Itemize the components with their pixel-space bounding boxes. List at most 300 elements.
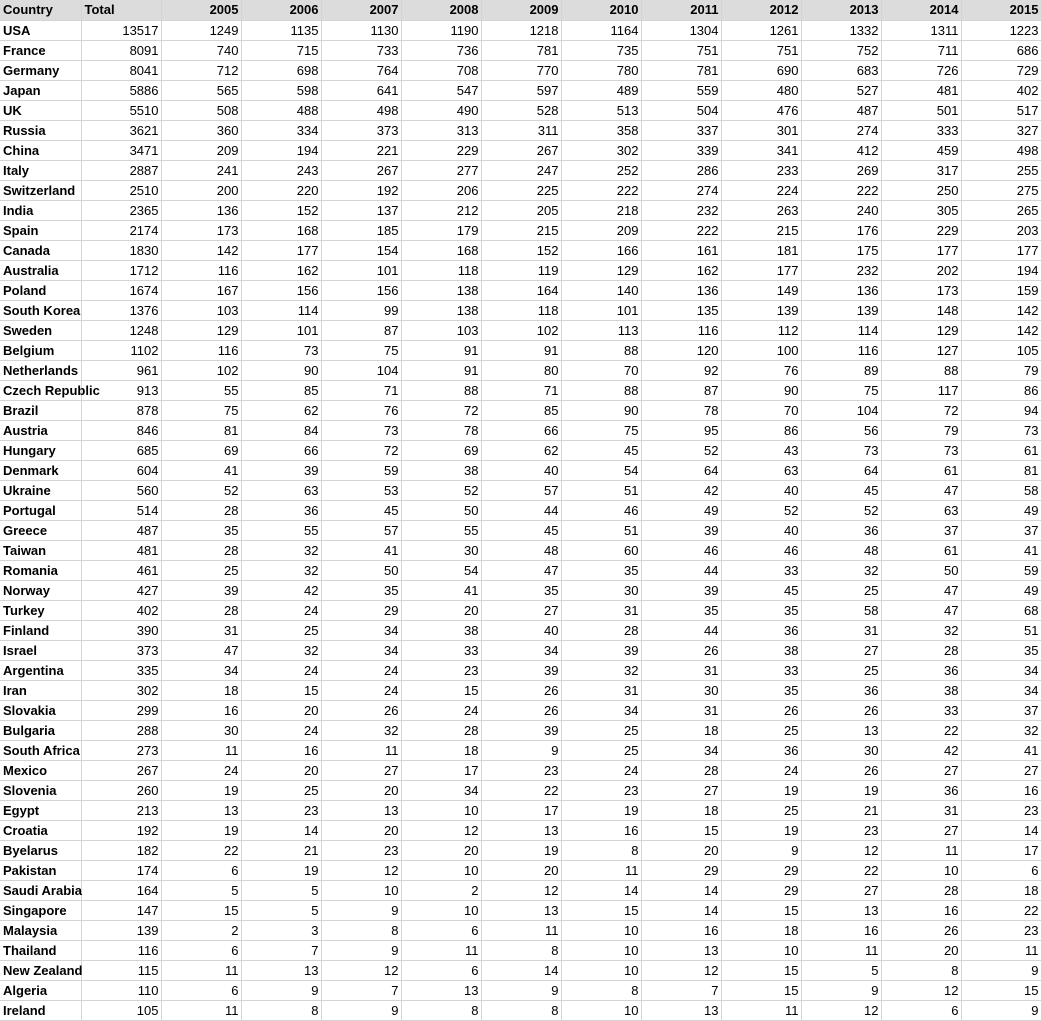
value-cell[interactable]: 53	[321, 481, 401, 501]
value-cell[interactable]: 119	[481, 261, 561, 281]
value-cell[interactable]: 136	[641, 281, 721, 301]
value-cell[interactable]: 63	[721, 461, 801, 481]
country-cell[interactable]: Hungary	[0, 441, 81, 461]
value-cell[interactable]: 229	[881, 221, 961, 241]
country-cell[interactable]: Japan	[0, 81, 81, 101]
value-cell[interactable]: 19	[721, 821, 801, 841]
value-cell[interactable]: 70	[721, 401, 801, 421]
column-header-year[interactable]: 2013	[801, 0, 881, 21]
country-cell[interactable]: Ireland	[0, 1001, 81, 1021]
value-cell[interactable]: 43	[721, 441, 801, 461]
value-cell[interactable]: 113	[561, 321, 641, 341]
value-cell[interactable]: 25	[801, 661, 881, 681]
value-cell[interactable]: 358	[561, 121, 641, 141]
value-cell[interactable]: 597	[481, 81, 561, 101]
value-cell[interactable]: 118	[401, 261, 481, 281]
value-cell[interactable]: 30	[561, 581, 641, 601]
value-cell[interactable]: 267	[481, 141, 561, 161]
column-header-year[interactable]: 2009	[481, 0, 561, 21]
value-cell[interactable]: 175	[801, 241, 881, 261]
value-cell[interactable]: 480	[721, 81, 801, 101]
value-cell[interactable]: 23	[961, 921, 1041, 941]
value-cell[interactable]: 28	[161, 501, 241, 521]
value-cell[interactable]: 33	[721, 661, 801, 681]
value-cell[interactable]: 23	[801, 821, 881, 841]
value-cell[interactable]: 50	[401, 501, 481, 521]
value-cell[interactable]: 8	[241, 1001, 321, 1021]
value-cell[interactable]: 313	[401, 121, 481, 141]
value-cell[interactable]: 11	[881, 841, 961, 861]
value-cell[interactable]: 16	[561, 821, 641, 841]
value-cell[interactable]: 66	[241, 441, 321, 461]
value-cell[interactable]: 21	[241, 841, 321, 861]
value-cell[interactable]: 250	[881, 181, 961, 201]
value-cell[interactable]: 34	[641, 741, 721, 761]
value-cell[interactable]: 116	[641, 321, 721, 341]
country-cell[interactable]: Byelarus	[0, 841, 81, 861]
value-cell[interactable]: 274	[801, 121, 881, 141]
value-cell[interactable]: 729	[961, 61, 1041, 81]
value-cell[interactable]: 35	[961, 641, 1041, 661]
country-cell[interactable]: Singapore	[0, 901, 81, 921]
value-cell[interactable]: 24	[401, 701, 481, 721]
value-cell[interactable]: 735	[561, 41, 641, 61]
value-cell[interactable]: 35	[321, 581, 401, 601]
value-cell[interactable]: 34	[161, 661, 241, 681]
country-cell[interactable]: USA	[0, 21, 81, 41]
value-cell[interactable]: 46	[561, 501, 641, 521]
value-cell[interactable]: 166	[561, 241, 641, 261]
value-cell[interactable]: 194	[961, 261, 1041, 281]
value-cell[interactable]: 73	[321, 421, 401, 441]
value-cell[interactable]: 35	[481, 581, 561, 601]
value-cell[interactable]: 412	[801, 141, 881, 161]
value-cell[interactable]: 104	[321, 361, 401, 381]
value-cell[interactable]: 104	[801, 401, 881, 421]
value-cell[interactable]: 218	[561, 201, 641, 221]
value-cell[interactable]: 274	[641, 181, 721, 201]
value-cell[interactable]: 19	[161, 821, 241, 841]
value-cell[interactable]: 85	[481, 401, 561, 421]
value-cell[interactable]: 27	[321, 761, 401, 781]
country-cell[interactable]: Malaysia	[0, 921, 81, 941]
value-cell[interactable]: 708	[401, 61, 481, 81]
value-cell[interactable]: 27	[481, 601, 561, 621]
value-cell[interactable]: 23	[561, 781, 641, 801]
value-cell[interactable]: 25	[721, 801, 801, 821]
value-cell[interactable]: 31	[561, 601, 641, 621]
value-cell[interactable]: 39	[481, 721, 561, 741]
value-cell[interactable]: 1130	[321, 21, 401, 41]
total-cell[interactable]: 2510	[81, 181, 161, 201]
value-cell[interactable]: 49	[641, 501, 721, 521]
value-cell[interactable]: 490	[401, 101, 481, 121]
value-cell[interactable]: 44	[481, 501, 561, 521]
value-cell[interactable]: 56	[801, 421, 881, 441]
value-cell[interactable]: 75	[561, 421, 641, 441]
value-cell[interactable]: 18	[161, 681, 241, 701]
value-cell[interactable]: 26	[481, 701, 561, 721]
value-cell[interactable]: 177	[721, 261, 801, 281]
value-cell[interactable]: 22	[481, 781, 561, 801]
value-cell[interactable]: 28	[881, 641, 961, 661]
value-cell[interactable]: 8	[561, 841, 641, 861]
value-cell[interactable]: 46	[641, 541, 721, 561]
total-cell[interactable]: 402	[81, 601, 161, 621]
value-cell[interactable]: 28	[561, 621, 641, 641]
value-cell[interactable]: 14	[641, 901, 721, 921]
value-cell[interactable]: 102	[481, 321, 561, 341]
value-cell[interactable]: 752	[801, 41, 881, 61]
total-cell[interactable]: 13517	[81, 21, 161, 41]
value-cell[interactable]: 66	[481, 421, 561, 441]
value-cell[interactable]: 209	[161, 141, 241, 161]
value-cell[interactable]: 168	[401, 241, 481, 261]
value-cell[interactable]: 64	[801, 461, 881, 481]
value-cell[interactable]: 565	[161, 81, 241, 101]
value-cell[interactable]: 6	[401, 921, 481, 941]
value-cell[interactable]: 11	[721, 1001, 801, 1021]
value-cell[interactable]: 24	[241, 661, 321, 681]
value-cell[interactable]: 33	[401, 641, 481, 661]
value-cell[interactable]: 1304	[641, 21, 721, 41]
value-cell[interactable]: 88	[561, 381, 641, 401]
value-cell[interactable]: 481	[881, 81, 961, 101]
value-cell[interactable]: 10	[401, 901, 481, 921]
value-cell[interactable]: 39	[641, 581, 721, 601]
value-cell[interactable]: 641	[321, 81, 401, 101]
value-cell[interactable]: 487	[801, 101, 881, 121]
country-cell[interactable]: Thailand	[0, 941, 81, 961]
value-cell[interactable]: 105	[961, 341, 1041, 361]
value-cell[interactable]: 34	[321, 621, 401, 641]
value-cell[interactable]: 32	[321, 721, 401, 741]
value-cell[interactable]: 36	[801, 681, 881, 701]
value-cell[interactable]: 42	[241, 581, 321, 601]
value-cell[interactable]: 18	[721, 921, 801, 941]
value-cell[interactable]: 202	[881, 261, 961, 281]
value-cell[interactable]: 61	[881, 461, 961, 481]
value-cell[interactable]: 6	[961, 861, 1041, 881]
value-cell[interactable]: 8	[321, 921, 401, 941]
total-cell[interactable]: 273	[81, 741, 161, 761]
value-cell[interactable]: 148	[881, 301, 961, 321]
value-cell[interactable]: 402	[961, 81, 1041, 101]
value-cell[interactable]: 100	[721, 341, 801, 361]
value-cell[interactable]: 32	[241, 641, 321, 661]
total-cell[interactable]: 604	[81, 461, 161, 481]
total-cell[interactable]: 427	[81, 581, 161, 601]
value-cell[interactable]: 63	[241, 481, 321, 501]
value-cell[interactable]: 87	[321, 321, 401, 341]
value-cell[interactable]: 34	[561, 701, 641, 721]
country-cell[interactable]: UK	[0, 101, 81, 121]
value-cell[interactable]: 40	[721, 481, 801, 501]
total-cell[interactable]: 3471	[81, 141, 161, 161]
value-cell[interactable]: 25	[561, 721, 641, 741]
value-cell[interactable]: 49	[961, 581, 1041, 601]
value-cell[interactable]: 116	[801, 341, 881, 361]
value-cell[interactable]: 89	[801, 361, 881, 381]
country-cell[interactable]: Italy	[0, 161, 81, 181]
value-cell[interactable]: 140	[561, 281, 641, 301]
value-cell[interactable]: 6	[881, 1001, 961, 1021]
value-cell[interactable]: 11	[161, 961, 241, 981]
value-cell[interactable]: 2	[161, 921, 241, 941]
value-cell[interactable]: 20	[321, 781, 401, 801]
value-cell[interactable]: 222	[561, 181, 641, 201]
total-cell[interactable]: 335	[81, 661, 161, 681]
value-cell[interactable]: 13	[401, 981, 481, 1001]
country-cell[interactable]: Czech Republic	[0, 381, 81, 401]
value-cell[interactable]: 6	[161, 981, 241, 1001]
value-cell[interactable]: 24	[161, 761, 241, 781]
country-cell[interactable]: South Africa	[0, 741, 81, 761]
value-cell[interactable]: 116	[161, 341, 241, 361]
total-cell[interactable]: 3621	[81, 121, 161, 141]
value-cell[interactable]: 1218	[481, 21, 561, 41]
value-cell[interactable]: 25	[561, 741, 641, 761]
value-cell[interactable]: 24	[561, 761, 641, 781]
value-cell[interactable]: 28	[161, 541, 241, 561]
value-cell[interactable]: 91	[481, 341, 561, 361]
value-cell[interactable]: 37	[961, 521, 1041, 541]
total-cell[interactable]: 961	[81, 361, 161, 381]
value-cell[interactable]: 19	[241, 861, 321, 881]
value-cell[interactable]: 23	[401, 661, 481, 681]
country-cell[interactable]: Israel	[0, 641, 81, 661]
value-cell[interactable]: 72	[321, 441, 401, 461]
value-cell[interactable]: 55	[241, 521, 321, 541]
value-cell[interactable]: 10	[561, 941, 641, 961]
total-cell[interactable]: 299	[81, 701, 161, 721]
value-cell[interactable]: 23	[961, 801, 1041, 821]
value-cell[interactable]: 38	[721, 641, 801, 661]
value-cell[interactable]: 41	[161, 461, 241, 481]
value-cell[interactable]: 770	[481, 61, 561, 81]
value-cell[interactable]: 1223	[961, 21, 1041, 41]
value-cell[interactable]: 41	[961, 541, 1041, 561]
value-cell[interactable]: 263	[721, 201, 801, 221]
value-cell[interactable]: 139	[721, 301, 801, 321]
value-cell[interactable]: 27	[961, 761, 1041, 781]
total-cell[interactable]: 878	[81, 401, 161, 421]
value-cell[interactable]: 29	[321, 601, 401, 621]
country-cell[interactable]: Ukraine	[0, 481, 81, 501]
value-cell[interactable]: 177	[881, 241, 961, 261]
total-cell[interactable]: 192	[81, 821, 161, 841]
value-cell[interactable]: 73	[881, 441, 961, 461]
value-cell[interactable]: 265	[961, 201, 1041, 221]
value-cell[interactable]: 52	[801, 501, 881, 521]
value-cell[interactable]: 10	[401, 801, 481, 821]
value-cell[interactable]: 24	[321, 661, 401, 681]
value-cell[interactable]: 16	[881, 901, 961, 921]
country-cell[interactable]: India	[0, 201, 81, 221]
country-cell[interactable]: Croatia	[0, 821, 81, 841]
country-cell[interactable]: Algeria	[0, 981, 81, 1001]
value-cell[interactable]: 167	[161, 281, 241, 301]
value-cell[interactable]: 18	[641, 721, 721, 741]
value-cell[interactable]: 598	[241, 81, 321, 101]
value-cell[interactable]: 45	[481, 521, 561, 541]
value-cell[interactable]: 21	[801, 801, 881, 821]
value-cell[interactable]: 79	[961, 361, 1041, 381]
value-cell[interactable]: 751	[641, 41, 721, 61]
value-cell[interactable]: 40	[721, 521, 801, 541]
value-cell[interactable]: 25	[801, 581, 881, 601]
value-cell[interactable]: 488	[241, 101, 321, 121]
value-cell[interactable]: 44	[641, 621, 721, 641]
country-cell[interactable]: Finland	[0, 621, 81, 641]
value-cell[interactable]: 101	[561, 301, 641, 321]
value-cell[interactable]: 302	[561, 141, 641, 161]
total-cell[interactable]: 913	[81, 381, 161, 401]
value-cell[interactable]: 41	[321, 541, 401, 561]
total-cell[interactable]: 110	[81, 981, 161, 1001]
value-cell[interactable]: 6	[401, 961, 481, 981]
value-cell[interactable]: 9	[241, 981, 321, 1001]
value-cell[interactable]: 20	[241, 761, 321, 781]
value-cell[interactable]: 179	[401, 221, 481, 241]
value-cell[interactable]: 17	[961, 841, 1041, 861]
value-cell[interactable]: 27	[801, 881, 881, 901]
total-cell[interactable]: 174	[81, 861, 161, 881]
value-cell[interactable]: 81	[161, 421, 241, 441]
total-cell[interactable]: 461	[81, 561, 161, 581]
value-cell[interactable]: 715	[241, 41, 321, 61]
total-cell[interactable]: 2887	[81, 161, 161, 181]
value-cell[interactable]: 26	[801, 761, 881, 781]
country-cell[interactable]: Poland	[0, 281, 81, 301]
total-cell[interactable]: 560	[81, 481, 161, 501]
value-cell[interactable]: 14	[241, 821, 321, 841]
value-cell[interactable]: 28	[641, 761, 721, 781]
value-cell[interactable]: 34	[321, 641, 401, 661]
value-cell[interactable]: 690	[721, 61, 801, 81]
value-cell[interactable]: 41	[401, 581, 481, 601]
value-cell[interactable]: 33	[881, 701, 961, 721]
value-cell[interactable]: 317	[881, 161, 961, 181]
value-cell[interactable]: 733	[321, 41, 401, 61]
value-cell[interactable]: 12	[321, 861, 401, 881]
total-cell[interactable]: 147	[81, 901, 161, 921]
value-cell[interactable]: 9	[321, 901, 401, 921]
value-cell[interactable]: 16	[161, 701, 241, 721]
value-cell[interactable]: 73	[801, 441, 881, 461]
value-cell[interactable]: 33	[721, 561, 801, 581]
column-header-year[interactable]: 2006	[241, 0, 321, 21]
value-cell[interactable]: 36	[241, 501, 321, 521]
country-cell[interactable]: Turkey	[0, 601, 81, 621]
value-cell[interactable]: 37	[961, 701, 1041, 721]
value-cell[interactable]: 47	[881, 481, 961, 501]
value-cell[interactable]: 15	[961, 981, 1041, 1001]
value-cell[interactable]: 99	[321, 301, 401, 321]
value-cell[interactable]: 142	[961, 301, 1041, 321]
value-cell[interactable]: 162	[241, 261, 321, 281]
value-cell[interactable]: 138	[401, 281, 481, 301]
value-cell[interactable]: 135	[641, 301, 721, 321]
value-cell[interactable]: 52	[721, 501, 801, 521]
value-cell[interactable]: 489	[561, 81, 641, 101]
value-cell[interactable]: 138	[401, 301, 481, 321]
value-cell[interactable]: 69	[401, 441, 481, 461]
value-cell[interactable]: 17	[481, 801, 561, 821]
total-cell[interactable]: 8091	[81, 41, 161, 61]
value-cell[interactable]: 780	[561, 61, 641, 81]
value-cell[interactable]: 10	[561, 1001, 641, 1021]
value-cell[interactable]: 75	[801, 381, 881, 401]
value-cell[interactable]: 101	[321, 261, 401, 281]
value-cell[interactable]: 62	[481, 441, 561, 461]
value-cell[interactable]: 194	[241, 141, 321, 161]
value-cell[interactable]: 9	[801, 981, 881, 1001]
value-cell[interactable]: 26	[801, 701, 881, 721]
country-cell[interactable]: Denmark	[0, 461, 81, 481]
value-cell[interactable]: 1261	[721, 21, 801, 41]
total-cell[interactable]: 1830	[81, 241, 161, 261]
value-cell[interactable]: 15	[641, 821, 721, 841]
column-header-year[interactable]: 2015	[961, 0, 1041, 21]
value-cell[interactable]: 55	[401, 521, 481, 541]
value-cell[interactable]: 19	[161, 781, 241, 801]
value-cell[interactable]: 527	[801, 81, 881, 101]
value-cell[interactable]: 35	[721, 681, 801, 701]
value-cell[interactable]: 8	[481, 1001, 561, 1021]
value-cell[interactable]: 31	[641, 661, 721, 681]
value-cell[interactable]: 19	[481, 841, 561, 861]
value-cell[interactable]: 51	[561, 521, 641, 541]
value-cell[interactable]: 764	[321, 61, 401, 81]
value-cell[interactable]: 114	[241, 301, 321, 321]
value-cell[interactable]: 45	[321, 501, 401, 521]
value-cell[interactable]: 215	[721, 221, 801, 241]
value-cell[interactable]: 34	[961, 681, 1041, 701]
column-header-year[interactable]: 2010	[561, 0, 641, 21]
value-cell[interactable]: 286	[641, 161, 721, 181]
value-cell[interactable]: 176	[801, 221, 881, 241]
value-cell[interactable]: 29	[721, 861, 801, 881]
total-cell[interactable]: 182	[81, 841, 161, 861]
value-cell[interactable]: 73	[241, 341, 321, 361]
value-cell[interactable]: 34	[401, 781, 481, 801]
value-cell[interactable]: 10	[881, 861, 961, 881]
column-header-year[interactable]: 2012	[721, 0, 801, 21]
value-cell[interactable]: 459	[881, 141, 961, 161]
total-cell[interactable]: 164	[81, 881, 161, 901]
value-cell[interactable]: 27	[881, 761, 961, 781]
value-cell[interactable]: 20	[641, 841, 721, 861]
value-cell[interactable]: 71	[321, 381, 401, 401]
value-cell[interactable]: 30	[161, 721, 241, 741]
value-cell[interactable]: 29	[641, 861, 721, 881]
total-cell[interactable]: 2174	[81, 221, 161, 241]
value-cell[interactable]: 31	[161, 621, 241, 641]
value-cell[interactable]: 14	[481, 961, 561, 981]
value-cell[interactable]: 711	[881, 41, 961, 61]
value-cell[interactable]: 177	[241, 241, 321, 261]
value-cell[interactable]: 498	[961, 141, 1041, 161]
value-cell[interactable]: 91	[401, 341, 481, 361]
value-cell[interactable]: 11	[161, 1001, 241, 1021]
value-cell[interactable]: 85	[241, 381, 321, 401]
value-cell[interactable]: 79	[881, 421, 961, 441]
value-cell[interactable]: 241	[161, 161, 241, 181]
column-header-year[interactable]: 2011	[641, 0, 721, 21]
value-cell[interactable]: 15	[721, 961, 801, 981]
value-cell[interactable]: 8	[481, 941, 561, 961]
